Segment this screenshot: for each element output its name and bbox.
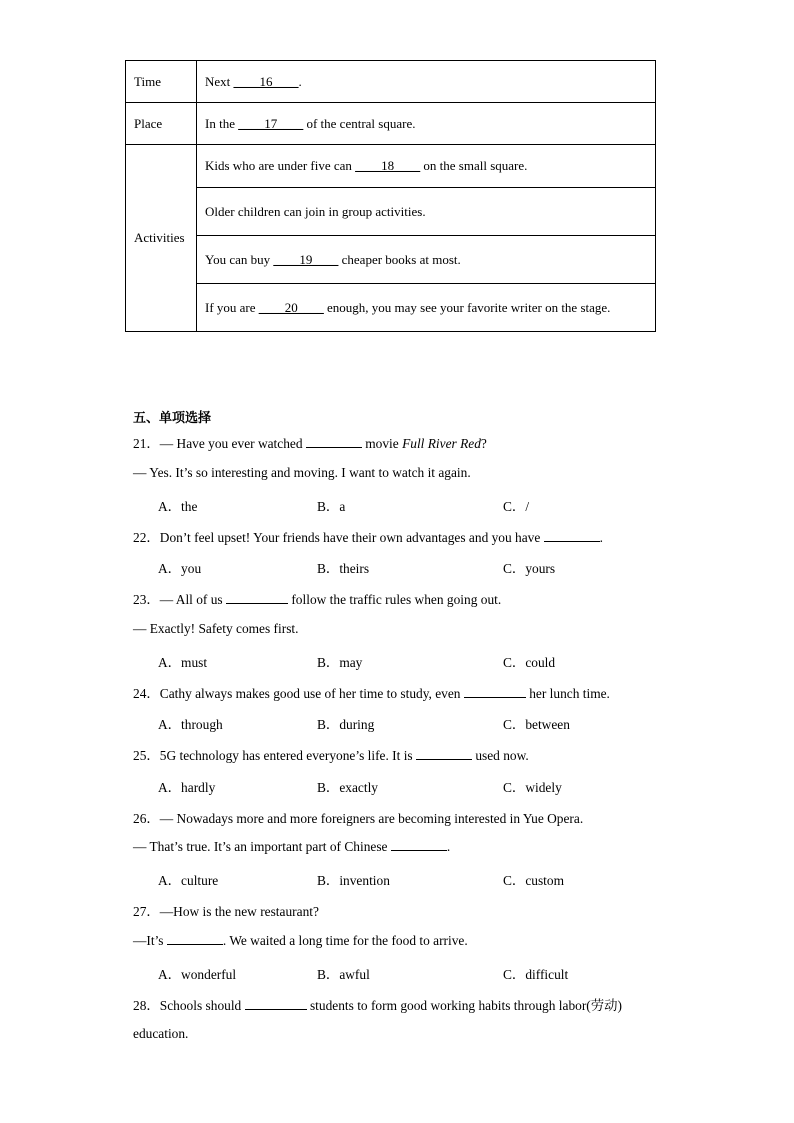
text: —It’s — [133, 933, 167, 948]
answer-blank — [464, 686, 526, 698]
question-26: 26．— Nowadays more and more foreigners are becoming interested in Yue Opera. — [133, 811, 584, 826]
option-c: C．between — [503, 717, 570, 732]
option-b: B．exactly — [317, 780, 378, 795]
answer-blank — [306, 436, 362, 448]
option-b: B．during — [317, 717, 375, 732]
blank-16: ____16____ — [233, 73, 299, 89]
option-b: B．awful — [317, 967, 370, 982]
option-c: C．could — [503, 655, 556, 670]
text: — That’s true. It’s an important part of Chinese — [133, 839, 391, 854]
question-21-reply: — Yes. It’s so interesting and moving. I want to watch it again. — [133, 465, 471, 480]
option-b: B．may — [317, 655, 363, 670]
answer-blank — [245, 998, 307, 1010]
blank-19: ____19____ — [273, 251, 339, 267]
blank-17: ____17____ — [238, 115, 304, 131]
row-label: Activities — [126, 145, 197, 332]
question-27: 27．—How is the new restaurant? — [133, 904, 319, 919]
question-25 — [133, 745, 529, 764]
row-content — [197, 61, 656, 103]
question-22 — [133, 527, 603, 546]
answer-blank — [226, 592, 288, 604]
row-content — [197, 145, 656, 188]
row-content — [197, 103, 656, 145]
option-a: A．culture — [158, 873, 219, 888]
table-row — [126, 236, 656, 284]
text: ? — [480, 436, 487, 451]
option-c: C．difficult — [503, 967, 569, 982]
option-b: B．theirs — [317, 561, 370, 576]
option-a: A．must — [158, 655, 208, 670]
question-24 — [133, 683, 610, 702]
section-title: 五、单项选择 — [133, 411, 212, 426]
text: her lunch time. — [525, 686, 610, 701]
text: . — [599, 530, 604, 545]
text: 23．— All of us — [133, 592, 226, 607]
text: on the small square. — [420, 158, 528, 173]
option-c: C．yours — [503, 561, 556, 576]
table-row — [126, 188, 656, 236]
text: . We waited a long time for the food to arrive. — [222, 933, 468, 948]
answer-blank — [167, 933, 223, 945]
row-content — [197, 236, 656, 284]
text: students to form good working habits through labor(劳动) — [306, 998, 622, 1013]
row-content: Older children can join in group activities. — [197, 188, 656, 236]
table-row — [126, 61, 656, 103]
text: 21．— Have you ever watched — [133, 436, 306, 451]
text: used now. — [471, 748, 529, 763]
answer-blank — [416, 748, 472, 760]
option-a: A．the — [158, 499, 198, 514]
text: follow the traffic rules when going out. — [288, 592, 502, 607]
option-a: A．you — [158, 561, 202, 576]
option-b: B．invention — [317, 873, 390, 888]
option-a: A．hardly — [158, 780, 216, 795]
text: 28．Schools should — [133, 998, 245, 1013]
table-row — [126, 103, 656, 145]
question-23-reply: — Exactly! Safety comes first. — [133, 621, 299, 636]
question-27-reply — [133, 933, 468, 949]
row-content — [197, 284, 656, 332]
row-label: Time — [126, 61, 197, 103]
text: of the central square. — [303, 115, 416, 131]
row-label: Place — [126, 103, 197, 145]
info-table — [125, 60, 656, 332]
option-c: C．widely — [503, 780, 562, 795]
text: 25．5G technology has entered everyone’s life. It is — [133, 748, 416, 763]
text: enough, you may see your favorite writer on the stage. — [323, 299, 611, 315]
option-a: A．wonderful — [158, 967, 237, 982]
question-28 — [133, 995, 622, 1014]
option-a: A．through — [158, 717, 223, 732]
text: movie — [361, 436, 403, 451]
answer-blank — [544, 530, 600, 542]
text: 22．Don’t feel upset! Your friends have their own advantages and you have — [133, 530, 544, 545]
text: cheaper books at most. — [338, 251, 461, 267]
text: 24．Cathy always makes good use of her time to study, even — [133, 686, 464, 701]
text: Kids who are under five can — [205, 158, 356, 173]
question-28-continued: education. — [133, 1026, 189, 1041]
text: Next — [205, 73, 234, 89]
text: . — [298, 73, 302, 89]
question-26-reply — [133, 839, 450, 855]
blank-20: ____20____ — [258, 299, 324, 315]
option-b: B．a — [317, 499, 346, 514]
text: . — [446, 839, 451, 854]
text: If you are — [205, 299, 259, 315]
blank-18: ____18____ — [355, 158, 421, 173]
movie-title: Full River Red — [402, 436, 481, 451]
text: In the — [205, 115, 239, 131]
text: You can buy — [205, 251, 274, 267]
question-23 — [133, 589, 501, 608]
answer-blank — [391, 839, 447, 851]
option-c: C．/ — [503, 499, 530, 514]
option-c: C．custom — [503, 873, 565, 888]
table-row — [126, 284, 656, 332]
question-21 — [133, 433, 487, 452]
table-row — [126, 145, 656, 188]
